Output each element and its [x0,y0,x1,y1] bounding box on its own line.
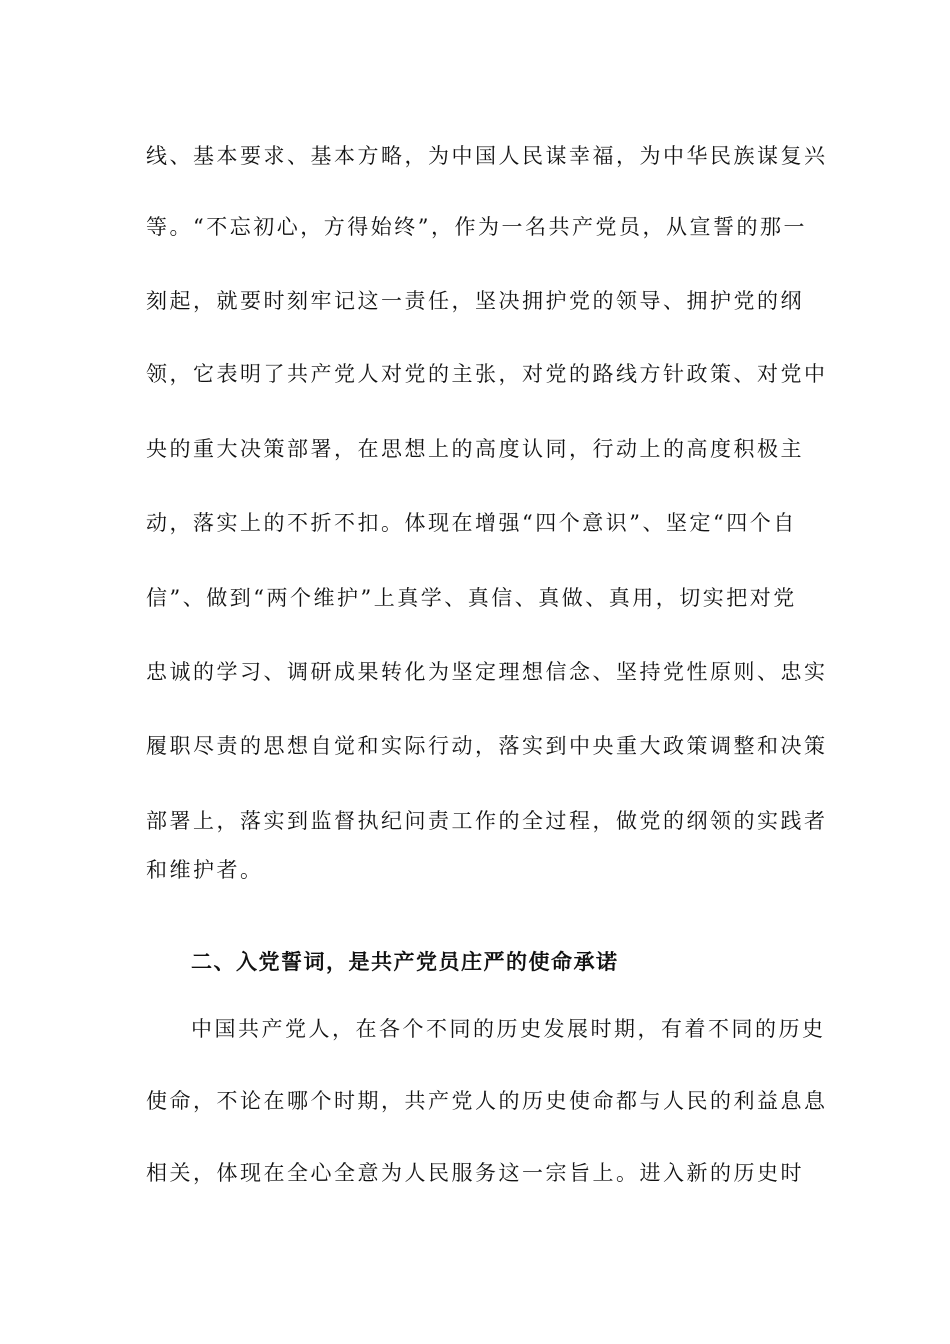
paragraph-line: 使命，不论在哪个时期，共产党人的历史使命都与人民的利益息息 [146,1089,828,1113]
paragraph-line: 中国共产党人，在各个不同的历史发展时期，有着不同的历史 [191,1017,826,1041]
paragraph-line: 和维护者。 [146,858,264,882]
paragraph-line: 相关，体现在全心全意为人民服务这一宗旨上。进入新的历史时 [146,1161,804,1185]
paragraph-line: 动，落实上的不折不扣。体现在增强“四个意识”、坚定“四个自 [146,511,797,535]
paragraph-line: 等。“不忘初心，方得始终”，作为一名共产党员，从宣誓的那一 [146,215,807,239]
paragraph-line: 忠诚的学习、调研成果转化为坚定理想信念、坚持党性原则、忠实 [146,660,828,684]
paragraph-line: 刻起，就要时刻牢记这一责任，坚决拥护党的领导、拥护党的纲 [146,289,804,313]
paragraph-line: 领，它表明了共产党人对党的主张，对党的路线方针政策、对党中 [146,362,828,386]
paragraph-line: 部署上，落实到监督执纪问责工作的全过程，做党的纲领的实践者 [146,809,828,833]
paragraph-line: 履职尽责的思想自觉和实际行动，落实到中央重大政策调整和决策 [146,734,828,758]
section-heading: 二、入党誓词，是共产党员庄严的使命承诺 [191,949,619,974]
paragraph-line: 信”、做到“两个维护”上真学、真信、真做、真用，切实把对党 [146,586,797,610]
paragraph-line: 线、基本要求、基本方略，为中国人民谋幸福，为中华民族谋复兴 [146,144,828,168]
paragraph-line: 央的重大决策部署，在思想上的高度认同，行动上的高度积极主 [146,437,804,461]
